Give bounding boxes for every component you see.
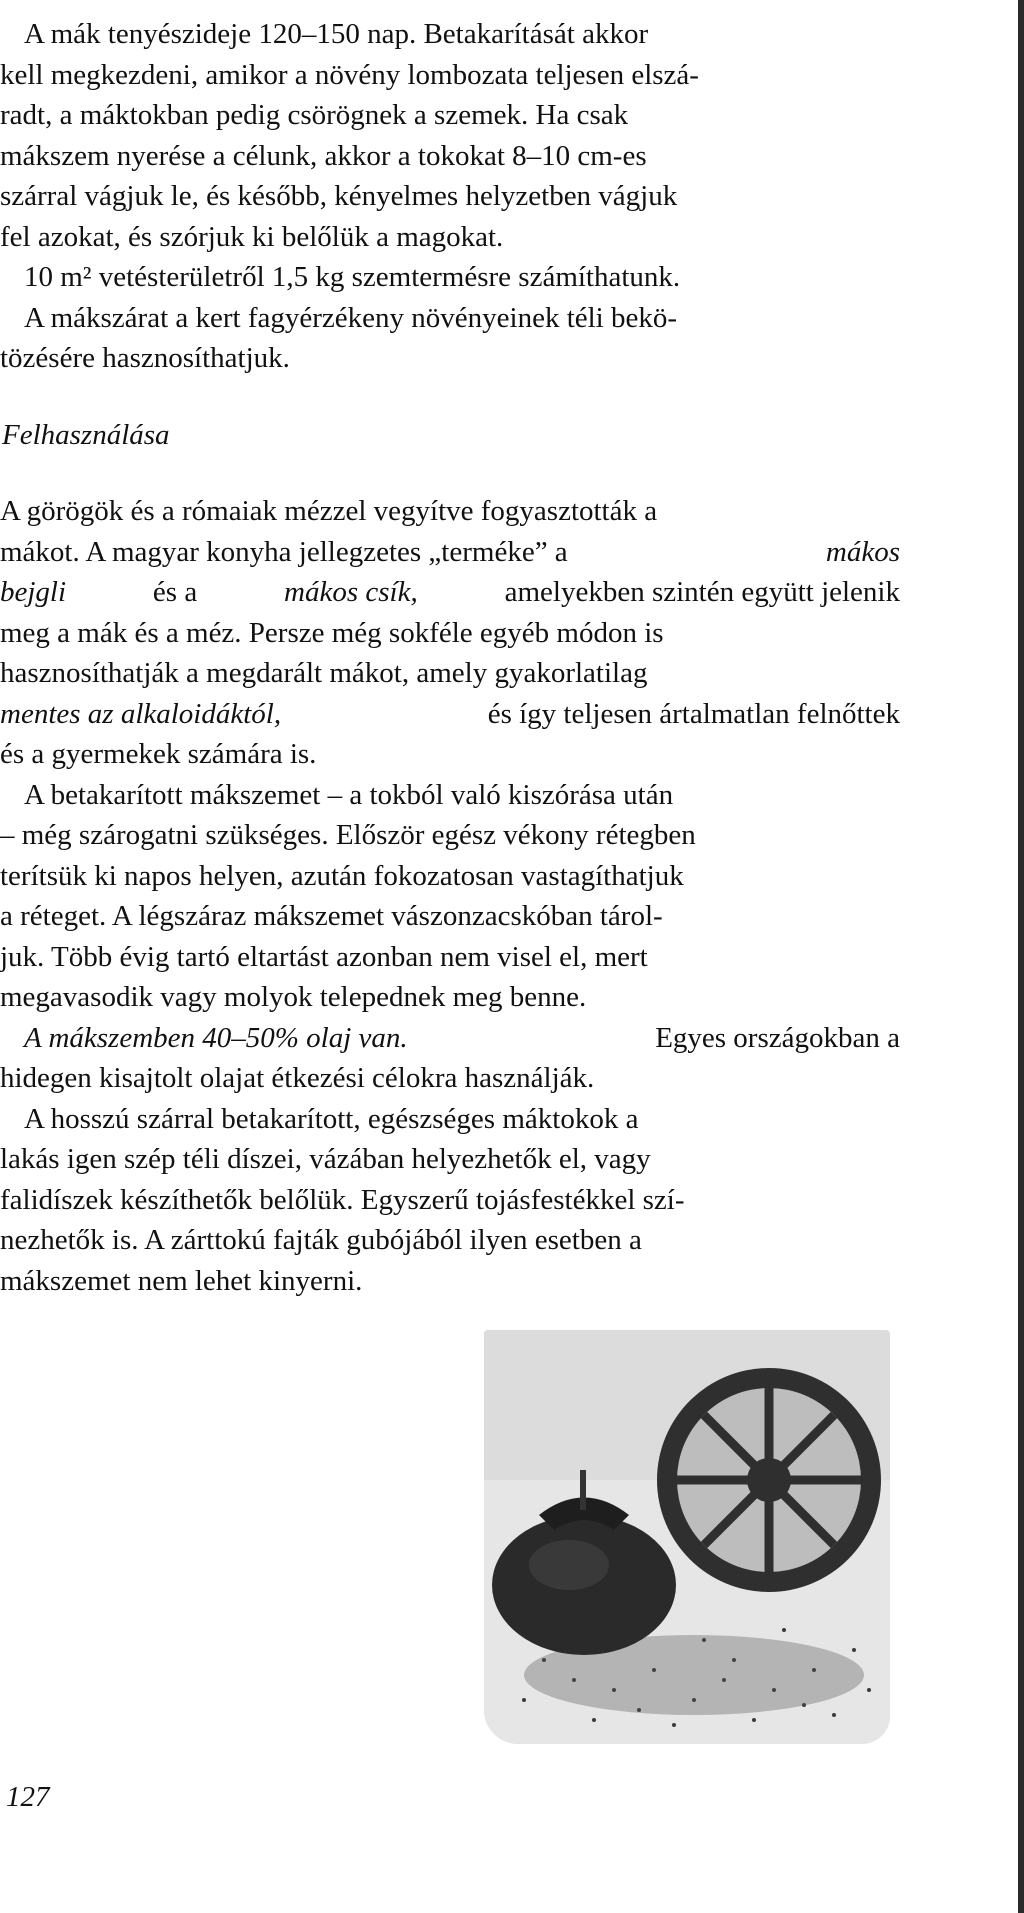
text-line-content: 10 m² vetésterületről 1,5 kg szemtermésre számíthatunk.	[24, 261, 681, 293]
text-line	[0, 856, 900, 897]
italic-term: mákos csík,	[284, 576, 418, 608]
italic-term: A mákszemben 40–50% olaj van.	[24, 1021, 408, 1054]
text-line	[0, 1058, 900, 1099]
text-line	[0, 1261, 900, 1302]
text-column	[0, 14, 900, 1301]
text-line	[0, 1220, 900, 1261]
text-line	[0, 95, 900, 136]
text-line	[0, 532, 900, 573]
text-line-content: tözésére hasznosíthatjuk.	[0, 342, 290, 374]
text-line	[0, 176, 900, 217]
text-line-content: A mák tenyészideje 120–150 nap. Betakarítását akkor	[24, 18, 649, 50]
text-line	[0, 775, 900, 816]
text-line	[0, 977, 900, 1018]
text-line-content: és így teljesen ártalmatlan felnőttek	[487, 697, 900, 730]
text-line-content: A hosszú szárral betakarított, egészséges máktokok a	[24, 1102, 639, 1135]
text-line	[0, 815, 900, 856]
text-line-content: hasznosíthatják a megdarált mákot, amely gyakorlatilag	[0, 657, 648, 689]
section-heading: Felhasználása	[2, 418, 170, 451]
text-line	[0, 1139, 900, 1180]
text-line-content: A betakarított mákszemet – a tokból való kiszórása után	[24, 778, 674, 811]
text-line	[0, 653, 900, 694]
page-edge-shadow	[1018, 0, 1024, 1913]
poppy-pods-photo	[484, 1330, 890, 1744]
text-line	[0, 14, 900, 55]
text-line-content: és a	[152, 576, 198, 608]
text-line-content: hidegen kisajtolt olajat étkezési célokra használják.	[0, 1062, 595, 1094]
text-line	[0, 217, 900, 258]
text-line-content: lakás igen szép téli díszei, vázában helyezhetők el, vagy	[0, 1143, 651, 1175]
poppy-pods-photo-icon	[484, 1330, 890, 1744]
text-line-content: Egyes országokban a	[655, 1021, 900, 1054]
text-line-content: A mákszárat a kert fagyérzékeny növényeinek téli bekö-	[24, 301, 678, 334]
text-line-content: terítsük ki napos helyen, azután fokozatosan vastagíthatjuk	[0, 859, 684, 892]
text-line-content: juk. Több évig tartó eltartást azonban nem visel el, mert	[0, 940, 648, 973]
text-line-content: mákszem nyerése a célunk, akkor a tokokat 8–10 cm-es	[0, 139, 647, 172]
italic-term: mentes az alkaloidáktól,	[0, 697, 282, 730]
text-line-content: radt, a máktokban pedig csörögnek a szemek. Ha csak	[0, 99, 629, 131]
text-line-content: nezhetők is. A zárttokú fajták gubójából ilyen esetben a	[0, 1224, 642, 1256]
text-line-content: a réteget. A légszáraz mákszemet vászonzacskóban tárol-	[0, 900, 663, 932]
text-line	[0, 136, 900, 177]
text-line-content: A görögök és a rómaiak mézzel vegyítve fogyasztották a	[0, 495, 658, 527]
text-line	[0, 896, 900, 937]
italic-term: mákos	[825, 535, 900, 568]
text-line	[0, 491, 900, 532]
text-line-content: és a gyermekek számára is.	[0, 738, 317, 770]
text-line	[0, 694, 900, 735]
text-line-content: – még szárogatni szükséges. Először egész vékony rétegben	[0, 819, 696, 851]
text-line	[0, 1180, 900, 1221]
text-line	[0, 572, 900, 613]
text-line	[0, 613, 900, 654]
text-line-content: megavasodik vagy molyok telepednek meg benne.	[0, 981, 587, 1013]
text-line-content: mákszemet nem lehet kinyerni.	[0, 1264, 363, 1297]
text-line	[0, 1018, 900, 1059]
spacer	[0, 379, 900, 415]
page-number: 127	[6, 1781, 50, 1813]
text-line	[0, 734, 900, 775]
text-line	[0, 257, 900, 298]
spacer	[0, 455, 900, 491]
text-line-content: falidíszek készíthetők belőlük. Egyszerű tojásfestékkel szí-	[0, 1183, 685, 1216]
italic-term: bejgli	[0, 576, 67, 608]
text-line-content: szárral vágjuk le, és később, kényelmes helyzetben vágjuk	[0, 180, 678, 212]
text-line-content: kell megkezdeni, amikor a növény lombozata teljesen elszá-	[0, 58, 699, 91]
text-line-content: meg a mák és a méz. Persze még sokféle egyéb módon is	[0, 616, 664, 649]
text-line	[0, 1099, 900, 1140]
text-line	[0, 298, 900, 339]
text-line-content: amelyekben szintén együtt jelenik	[504, 576, 900, 608]
text-line-content: mákot. A magyar konyha jellegzetes „terméke” a	[0, 535, 568, 568]
text-line	[0, 338, 900, 379]
text-line	[0, 55, 900, 96]
text-line	[0, 937, 900, 978]
text-line-content: fel azokat, és szórjuk ki belőlük a magokat.	[0, 220, 504, 253]
